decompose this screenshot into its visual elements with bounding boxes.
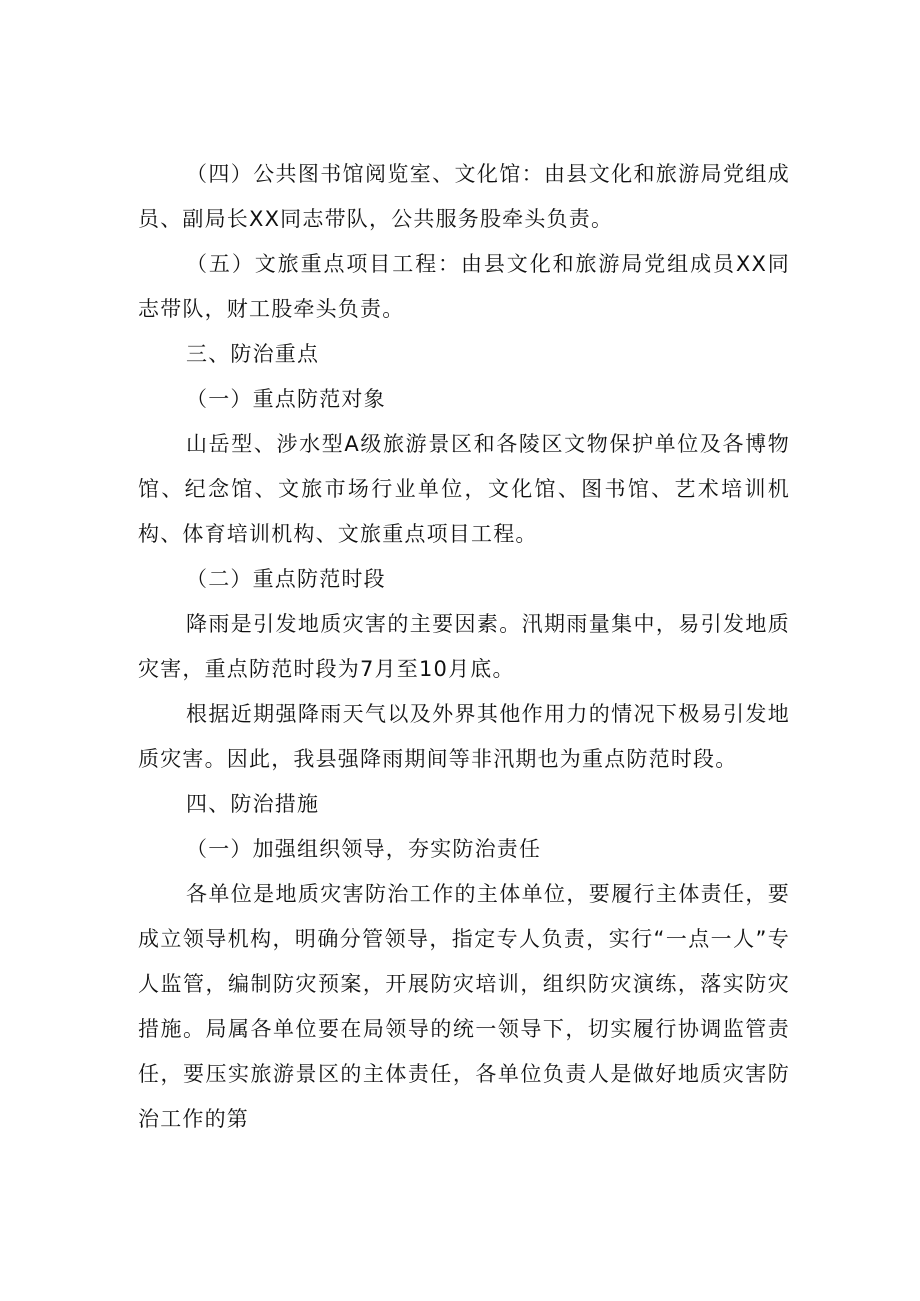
document-body	[138, 152, 790, 1142]
paragraph-nonflood-periods: 根据近期强降雨天气以及外界其他作用力的情况下极易引发地质灾害。因此，我县强降雨期间等非汛期也为重点防范时段。	[138, 702, 790, 771]
subheading-organization-leadership: （一）加强组织领导，夯实防治责任	[186, 837, 542, 861]
paragraph-key-projects: （五）文旅重点项目工程：由县文化和旅游局党组成员XX同志带队，财工股牵头负责。	[138, 252, 790, 321]
subheading-key-targets: （一）重点防范对象	[186, 387, 386, 411]
paragraph-responsibilities: 各单位是地质灾害防治工作的主体单位，要履行主体责任，要成立领导机构，明确分管领导，指定专人负责，实行“一点一人”专人监管，编制防灾预案，开展防灾培训，组织防灾演练，落实防灾措施。局属各单位要在局领导的统一领导下，切实履行协调监管责任，要压实旅游景区的主体责任，各单位负责人是做好地质灾害防治工作的第	[138, 882, 790, 1131]
paragraph-library-cultural-center: （四）公共图书馆阅览室、文化馆：由县文化和旅游局党组成员、副局长XX同志带队，公共服务股牵头负责。	[138, 162, 790, 231]
paragraph-rainfall-periods: 降雨是引发地质灾害的主要因素。汛期雨量集中，易引发地质灾害，重点防范时段为7月至10月底。	[138, 612, 790, 681]
section-heading-prevention-measures: 四、防治措施	[186, 792, 320, 816]
subheading-key-periods: （二）重点防范时段	[186, 567, 386, 591]
paragraph-key-targets: 山岳型、涉水型A级旅游景区和各陵区文物保护单位及各博物馆、纪念馆、文旅市场行业单位，文化馆、图书馆、艺术培训机构、体育培训机构、文旅重点项目工程。	[138, 432, 790, 546]
section-heading-prevention-focus: 三、防治重点	[186, 342, 320, 366]
